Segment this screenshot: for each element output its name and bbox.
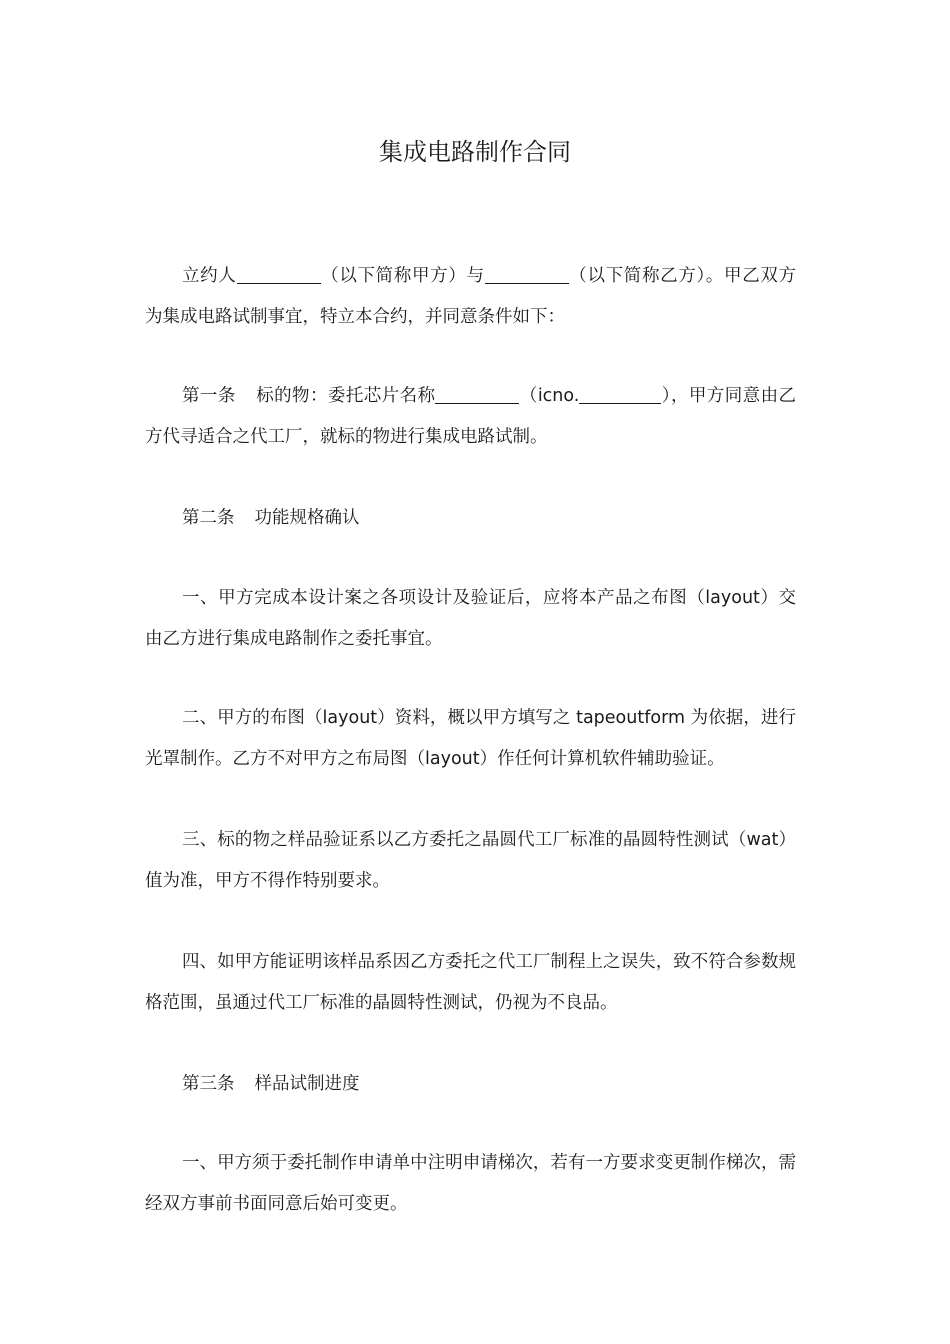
article-2-item-1: 一、甲方完成本设计案之各项设计及验证后，应将本产品之布图（layout）交由乙方进行集成电路制作之委托事宜。 [145, 588, 796, 649]
article-2-item-3: 三、标的物之样品验证系以乙方委托之晶圆代工厂标准的晶圆特性测试（wat）值为准，甲方不得作特别要求。 [145, 830, 796, 891]
party-b-blank [485, 261, 569, 284]
article-1-paragraph [145, 376, 796, 458]
article-2-heading [145, 498, 796, 539]
article-3-label: 第三条 [182, 1074, 235, 1094]
intro-paragraph [145, 256, 796, 338]
article-3-item-1: 一、甲方须于委托制作申请单中注明申请梯次，若有一方要求变更制作梯次，需经双方事前书面同意后始可变更。 [145, 1153, 796, 1214]
intro-text-3: （以下简称乙方）。甲乙双方为集成电路试制事宜，特立本合约，并同意条件如下： [145, 266, 797, 327]
article-3-title: 样品试制进度 [254, 1074, 360, 1094]
document-title: 集成电路制作合同 [379, 138, 571, 166]
article-1-text-3: ），甲方同意由乙方代寻适合之代工厂，就标的物进行集成电路试制。 [145, 386, 797, 447]
party-a-blank [237, 261, 321, 284]
article-2-label: 第二条 [182, 508, 235, 528]
icno-blank [579, 381, 661, 404]
article-1-text-2: （icno. [519, 386, 580, 406]
chip-name-blank [435, 381, 519, 404]
article-1-text-1: 标的物：委托芯片名称 [255, 386, 436, 406]
article-1-label: 第一条 [182, 386, 236, 406]
article-2-item-4: 四、如甲方能证明该样品系因乙方委托之代工厂制程上之误失，致不符合参数规格范围，虽通过代工厂标准的晶圆特性测试，仍视为不良品。 [145, 952, 796, 1013]
article-2-item-2: 二、甲方的布图（layout）资料，概以甲方填写之 tapeoutform 为依据，进行光罩制作。乙方不对甲方之布局图（layout）作任何计算机软件辅助验证。 [145, 708, 796, 769]
article-2-title: 功能规格确认 [254, 508, 360, 528]
article-3-heading [145, 1064, 796, 1105]
intro-text-2: （以下简称甲方）与 [320, 266, 485, 286]
intro-text-1: 立约人 [182, 266, 237, 286]
